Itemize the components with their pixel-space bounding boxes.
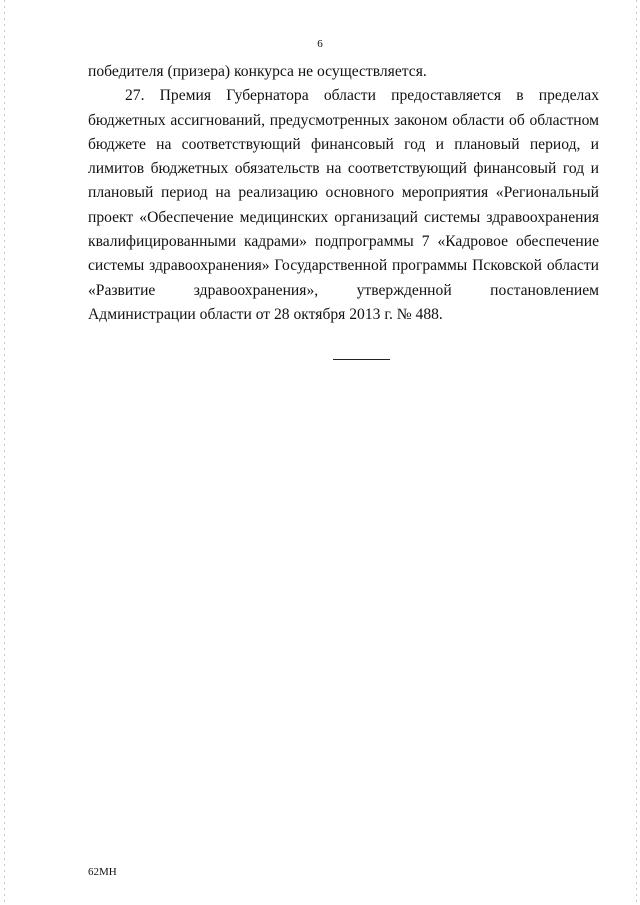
- scan-edge-left: [4, 0, 5, 905]
- scan-edge-right: [636, 0, 637, 905]
- end-of-document-rule: [333, 359, 390, 360]
- page-number: 6: [317, 38, 323, 50]
- continuation-line: победителя (призера) конкурса не осуществляется.: [88, 63, 427, 80]
- footer-code: 62МН: [88, 866, 117, 878]
- paragraph-27: 27. Премия Губернатора области предоставляется в пределах бюджетных ассигнований, предусмотренных законом области об областном бюджете на соответствующий финансовый год и плановый период, и лимитов бюджетных обязательств на соответствующий финансовый год и плановый период на реализацию основного мероприятия «Региональный проект «Обеспечение медицинских организаций системы здравоохранения квалифицированными кадрами» подпрограммы 7 «Кадровое обеспечение системы здравоохранения» Государственной программы Псковской области «Развитие здравоохранения», утвержденной постановлением Администрации области от 28 октября 2013 г. № 488.: [88, 87, 599, 323]
- document-body: [88, 60, 599, 327]
